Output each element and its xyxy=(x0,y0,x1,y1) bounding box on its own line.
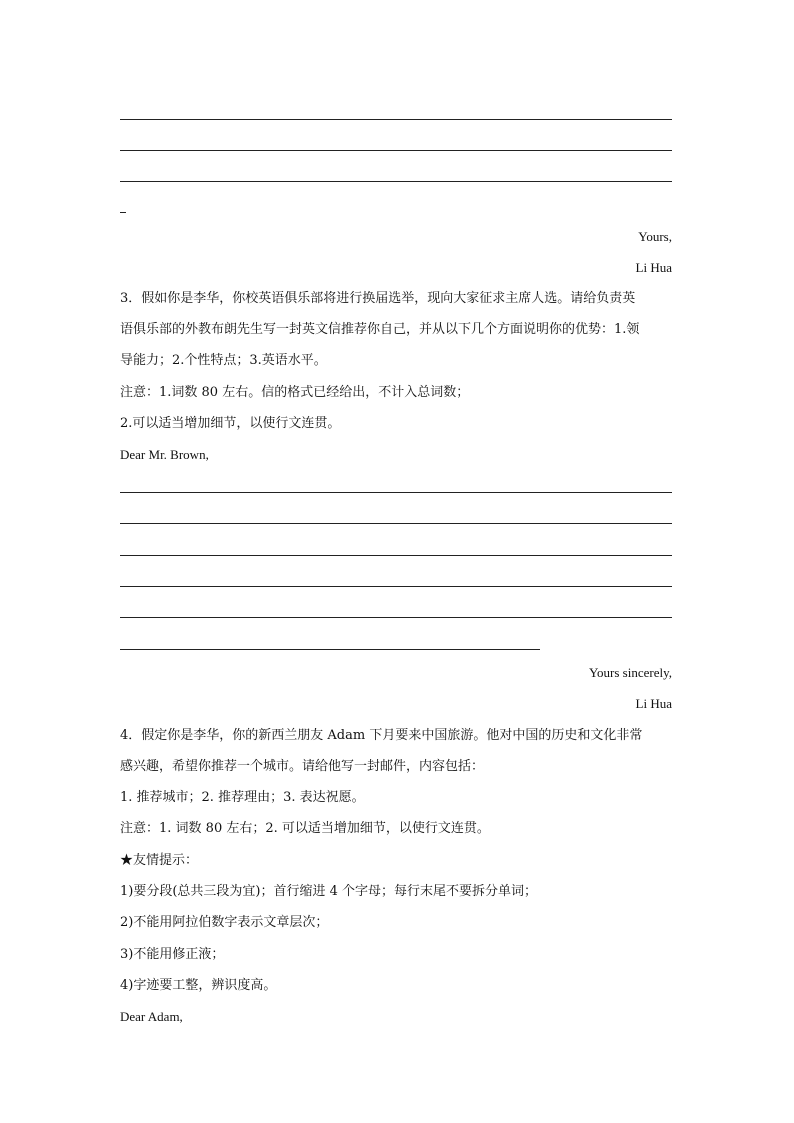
writing-line[interactable] xyxy=(120,649,540,650)
q3-prompt-line-1: 3．假如你是李华，你校英语俱乐部将进行换届选举，现向大家征求主席人选。请给负责英 xyxy=(120,291,636,306)
q3-signature: Li Hua xyxy=(635,696,672,711)
q3-salutation: Dear Mr. Brown, xyxy=(120,447,209,462)
q3-prompt-line-3: 导能力；2.个性特点；3.英语水平。 xyxy=(120,353,327,368)
writing-line[interactable] xyxy=(120,586,672,587)
writing-line[interactable] xyxy=(120,523,672,524)
q4-tip-3: 3)不能用修正液； xyxy=(120,947,225,962)
writing-line[interactable] xyxy=(120,492,672,493)
q3-prompt-line-2: 语俱乐部的外教布朗先生写一封英文信推荐你自己，并从以下几个方面说明你的优势：1.领 xyxy=(120,322,640,337)
writing-line[interactable] xyxy=(120,119,672,120)
writing-line[interactable] xyxy=(120,150,672,151)
prev-letter-signature: Li Hua xyxy=(635,260,672,275)
prev-letter-closing: Yours, xyxy=(638,229,672,244)
q4-tip-1: 1)要分段(总共三段为宜)；首行缩进 4 个字母；每行末尾不要拆分单词； xyxy=(120,884,538,899)
writing-line[interactable] xyxy=(120,617,672,618)
q4-salutation: Dear Adam, xyxy=(120,1009,183,1024)
q4-prompt-line-1: 4．假定你是李华，你的新西兰朋友 Adam 下月要来中国旅游。他对中国的历史和文化非常 xyxy=(120,728,643,743)
writing-line-stub xyxy=(120,212,126,213)
q3-closing: Yours sincerely, xyxy=(588,665,672,680)
writing-line[interactable] xyxy=(120,555,672,556)
q4-prompt-line-2: 感兴趣，希望你推荐一个城市。请给他写一封邮件，内容包括： xyxy=(120,759,485,774)
writing-line[interactable] xyxy=(120,181,672,182)
q4-tip-2: 2)不能用阿拉伯数字表示文章层次； xyxy=(120,915,329,930)
q3-note-line-2: 2.可以适当增加细节，以使行文连贯。 xyxy=(120,416,341,431)
q3-note-line-1: 注意：1.词数 80 左右。信的格式已经给出，不计入总词数； xyxy=(120,385,470,400)
q4-note: 注意：1. 词数 80 左右；2. 可以适当增加细节，以使行文连贯。 xyxy=(120,821,490,836)
q4-tip-4: 4)字迹要工整，辨识度高。 xyxy=(120,978,277,993)
q4-content-items: 1. 推荐城市；2. 推荐理由；3. 表达祝愿。 xyxy=(120,790,365,805)
q4-tips-heading: ★友情提示： xyxy=(120,853,199,868)
